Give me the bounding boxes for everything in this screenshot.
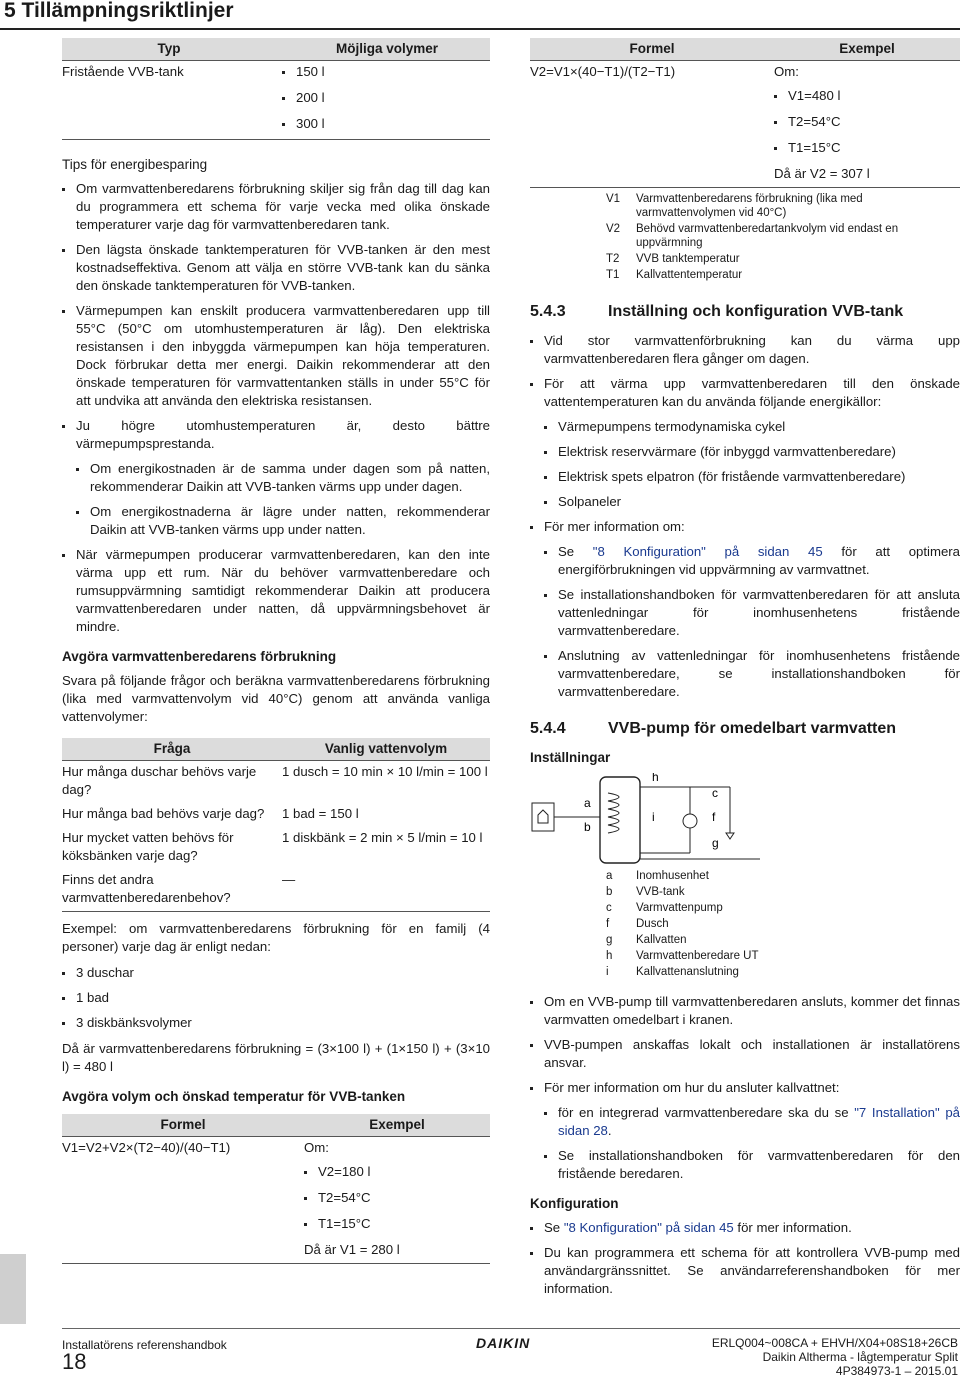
legend-value: Kallvatten: [636, 934, 687, 946]
example-result: Då är varmvattenberedarens förbrukning = (3×100 l) + (1×150 l) + (3×10 l) = 480 l: [62, 1041, 490, 1074]
formula-header: Formel: [62, 1114, 304, 1137]
volume-cell: 1 bad = 150 l: [282, 806, 359, 821]
diagram-label-h: h: [652, 773, 659, 784]
config-heading: Konfiguration: [530, 1196, 619, 1211]
tip-item: Värmepumpen kan enskilt producera varmvattenberedaren upp till 55°C (50°C om utomhustemperaturen är låg). Den elektriska resistansen i den inbyggda värmepumpen kan höja temperaturen. Dock förbrukar detta mer energi. Daikin rekommenderar att den önskade temperaturen för varmvattentanken ställs in under 55°C för att undvika att använda den elektriska resistansen.: [62, 302, 490, 410]
legend-value: Kallvattentemperatur: [636, 269, 743, 281]
question-table-header-volume: Vanlig vattenvolym: [282, 738, 490, 761]
energy-source: Värmepumpens termodynamiska cykel: [544, 418, 960, 436]
more-info-sublist: [530, 543, 960, 701]
section-number: 5.4.3: [530, 303, 566, 320]
volume-item: 150 l: [282, 63, 490, 81]
footer-rule: [62, 1328, 960, 1329]
diagram-legend: [530, 869, 960, 981]
example-header: Exempel: [304, 1114, 490, 1137]
settings-heading: Inställningar: [530, 750, 611, 765]
example-result-cell: Då är V1 = 280 l: [304, 1242, 400, 1257]
pump-list: [530, 993, 960, 1097]
diagram-label-b: b: [584, 820, 591, 834]
config-list: [530, 1219, 960, 1298]
legend-value: Kallvattenanslutning: [636, 966, 739, 978]
diagram-label-a: a: [584, 796, 591, 810]
pump-item: VVB-pumpen anskaffas lokalt och installationen är installatörens ansvar.: [530, 1036, 960, 1072]
tip-sub-item: Om energikostnaden är de samma under dagen som på natten, rekommenderar Daikin att VVB-tanken värms upp under dagen.: [76, 460, 490, 496]
legend-key: V2: [606, 223, 621, 235]
example-result-cell: Då är V2 = 307 l: [774, 166, 870, 181]
tip-sub-item: Om energikostnaderna är lägre under natten, rekommenderar Daikin att VVB-tanken värms upp under natten.: [76, 503, 490, 539]
legend-value: Inomhusenhet: [636, 870, 709, 882]
legend-value: VVB tanktemperatur: [636, 253, 740, 265]
formula-table-right: [530, 38, 960, 188]
question-cell: Hur många duschar behövs varje dag?: [62, 764, 257, 797]
config-item: Se "8 Konfiguration" på sidan 45 för mer information.: [530, 1219, 960, 1237]
legend-value: Behövd varmvattenberedartankvolym vid endast en uppvärmning: [636, 223, 899, 249]
tips-list-last: [62, 546, 490, 636]
config-item: Du kan programmera ett schema för att kontrollera VVB-pump med användargränssnittet. Se användarreferenshandboken för mer information.: [530, 1244, 960, 1298]
pump-sub-item: för en integrerad varmvattenberedare ska du se "7 Installation" på sidan 28.: [544, 1104, 960, 1140]
volume-table-type: Fristående VVB-tank: [62, 64, 184, 79]
volume-table-header-type: Typ: [62, 38, 276, 61]
section-title: VVB-pump för omedelbart varmvatten: [608, 720, 897, 737]
formula-legend: [530, 192, 960, 284]
pump-diagram: [530, 773, 960, 869]
footer-title: Installatörens referenshandbok: [62, 1338, 227, 1352]
volume-heading: Avgöra volym och önskad temperatur för VVB-tanken: [62, 1089, 406, 1104]
legend-value: Varmvattenberedare UT: [636, 950, 759, 962]
section-544-heading: [530, 719, 960, 739]
tip-item: Den lägsta önskade tanktemperaturen för VVB-tanken är den mest kostnadseffektiva. Genom att välja en större VVB-tank kan du sänka den önskade tanktemperaturen för VVB-tanken.: [62, 241, 490, 295]
question-table-header-question: Fråga: [62, 738, 282, 761]
coil-shape: [608, 793, 619, 833]
legend-key: T2: [606, 253, 620, 265]
energy-source: Elektrisk reservvärmare (för inbyggd varmvattenberedare): [544, 443, 960, 461]
side-tab: [0, 1254, 26, 1324]
section-number: 5.4.4: [530, 720, 566, 737]
tip-item: Ju högre utomhustemperaturen är, desto bättre värmepumpsprestanda.: [62, 417, 490, 453]
tips-heading: Tips för energibesparing: [62, 157, 208, 172]
energy-sources-list: [530, 418, 960, 511]
daikin-logo: DAIKIN: [476, 1335, 531, 1351]
pump-sublist: [530, 1104, 960, 1183]
more-info-list: [530, 518, 960, 536]
more-info-item: Se installationshandboken för varmvattenberedaren för att ansluta vattenledningar för inomhusenhetens fristående varmvattenberedare.: [544, 586, 960, 640]
example-item: 3 duschar: [62, 964, 490, 982]
footer-product-info: [712, 1336, 958, 1378]
pump-item: Om en VVB-pump till varmvattenberedaren ansluts, kommer det finnas varmvatten omedelbart i kranen.: [530, 993, 960, 1029]
example-om: Om:: [774, 64, 799, 79]
more-info-label: För mer information om:: [530, 518, 960, 536]
indoor-unit-box: [532, 803, 554, 831]
example-param: T2=54°C: [774, 113, 960, 131]
section-item: Vid stor varmvattenförbrukning kan du värma upp varmvattenberedaren flera gånger om dagen.: [530, 332, 960, 368]
pump-item: För mer information om hur du ansluter kallvattnet:: [530, 1079, 960, 1097]
config-link[interactable]: "8 Konfiguration" på sidan 45: [563, 1220, 734, 1235]
formula-cell: V2=V1×(40−T1)/(T2−T1): [530, 64, 676, 79]
pump-sub-item: Se installationshandboken för varmvattenberedaren för den fristående beredaren.: [544, 1147, 960, 1183]
tip-item: När värmepumpen producerar varmvattenberedaren, kan den inte värma upp ett rum. När du behöver varmvattenberedare och rumsuppvärmning samtidigt rekommenderar Daikin att producera varmvattenberedaren under natten, då uppvärmningsbehovet är mindre.: [62, 546, 490, 636]
legend-value: Varmvattenpump: [636, 902, 723, 914]
example-om: Om:: [304, 1140, 329, 1155]
footer-model: ERLQ004~008CA + EHVH/X04+08S18+26CB: [711, 1336, 958, 1350]
section-title: Inställning och konfiguration VVB-tank: [608, 303, 904, 320]
example-item: 3 diskbänksvolymer: [62, 1014, 490, 1032]
volume-cell: —: [282, 872, 296, 887]
page-number: 18: [62, 1349, 87, 1374]
volume-cell: 1 diskbänk = 2 min × 5 l/min = 10 l: [282, 830, 483, 845]
more-info-item: Anslutning av vattenledningar för inomhusenhetens fristående varmvattenberedare, se installationshandboken för varmvattenberedare.: [544, 647, 960, 701]
page-title: 5 Tillämpningsriktlinjer: [4, 0, 234, 22]
formula-cell: V1=V2+V2×(T2−40)/(40−T1): [62, 1140, 231, 1155]
installation-link[interactable]: "7 Installation" på sidan 28: [558, 1105, 960, 1138]
diagram-label-f: f: [712, 810, 716, 824]
question-table: [62, 738, 490, 912]
section-543-list: [530, 332, 960, 411]
consumption-heading: Avgöra varmvattenberedarens förbrukning: [62, 649, 337, 664]
more-info-item: Se "8 Konfiguration" på sidan 45 för att optimera energiförbrukningen vid uppvärmning av varmvattnet.: [544, 543, 960, 579]
legend-value: VVB-tank: [636, 886, 685, 898]
shower-icon: [726, 833, 734, 839]
house-icon: [538, 810, 548, 823]
footer-docnum: 4P384973-1 – 2015.01: [835, 1364, 958, 1378]
volume-cell: 1 dusch = 10 min × 10 l/min = 100 l: [282, 764, 488, 779]
tips-sublist: [62, 460, 490, 539]
legend-key: h: [606, 950, 613, 962]
example-param: T1=15°C: [774, 139, 960, 157]
example-param: T1=15°C: [304, 1215, 490, 1233]
question-cell: Hur många bad behövs varje dag?: [62, 806, 265, 821]
example-item: 1 bad: [62, 989, 490, 1007]
example-intro: Exempel: om varmvattenberedarens förbrukning för en familj (4 personer) varje dag är enligt nedan:: [62, 921, 490, 954]
example-param: T2=54°C: [304, 1189, 490, 1207]
example-list: [62, 964, 490, 1032]
question-cell: Hur mycket vatten behövs för köksbänken varje dag?: [62, 830, 234, 863]
example-header: Exempel: [774, 38, 960, 61]
tank-shape: [600, 777, 640, 863]
question-cell: Finns det andra varmvattenberedarenbehov?: [62, 872, 231, 905]
pump-circle: [683, 814, 697, 828]
legend-key: b: [606, 886, 613, 898]
legend-key: f: [606, 918, 610, 930]
example-param: V1=480 l: [774, 87, 960, 105]
section-item: För att värma upp varmvattenberedaren till den önskade vattentemperaturen kan du använda följande energikällor:: [530, 375, 960, 411]
energy-source: Solpaneler: [544, 493, 960, 511]
legend-key: i: [606, 966, 609, 978]
volume-table: [62, 38, 490, 140]
tip-item: Om varmvattenberedarens förbrukning skiljer sig från dag till dag kan du programmera ett schema för varje vecka med olika önskade temperaturer varje dag för varmvattenberedaren tank.: [62, 180, 490, 234]
volume-item: 300 l: [282, 115, 490, 133]
right-column: [530, 38, 960, 1305]
legend-key: c: [606, 902, 612, 914]
left-column: [62, 38, 490, 1264]
footer-series: Daikin Altherma - lågtemperatur Split: [762, 1350, 958, 1364]
volume-item: 200 l: [282, 89, 490, 107]
legend-value: Varmvattenberedarens förbrukning (lika med varmvattenvolymen vid 40°C): [636, 193, 863, 219]
consumption-intro: Svara på följande frågor och beräkna varmvattenberedarens förbrukning (lika med varmvattenvolym vid 40°C) genom att använda vanliga vattenvolymer:: [62, 673, 490, 724]
legend-key: g: [606, 934, 613, 946]
title-rule: [0, 28, 960, 30]
legend-key: T1: [606, 269, 620, 281]
formula-header: Formel: [530, 38, 774, 61]
legend-key: a: [606, 870, 613, 882]
section-543-heading: [530, 302, 960, 322]
diagram-label-i: i: [652, 810, 655, 824]
legend-key: V1: [606, 193, 621, 205]
volume-table-header-volumes: Möjliga volymer: [276, 38, 490, 61]
example-param: V2=180 l: [304, 1163, 490, 1181]
legend-value: Dusch: [636, 918, 669, 930]
pump-diagram-svg: [530, 773, 960, 869]
energy-source: Elektrisk spets elpatron (för fristående varmvattenberedare): [544, 468, 960, 486]
tips-list: [62, 180, 490, 453]
config-link[interactable]: "8 Konfiguration" på sidan 45: [592, 544, 823, 559]
formula-table-left: [62, 1114, 490, 1264]
diagram-label-g: g: [712, 836, 719, 850]
diagram-label-c: c: [712, 786, 718, 800]
